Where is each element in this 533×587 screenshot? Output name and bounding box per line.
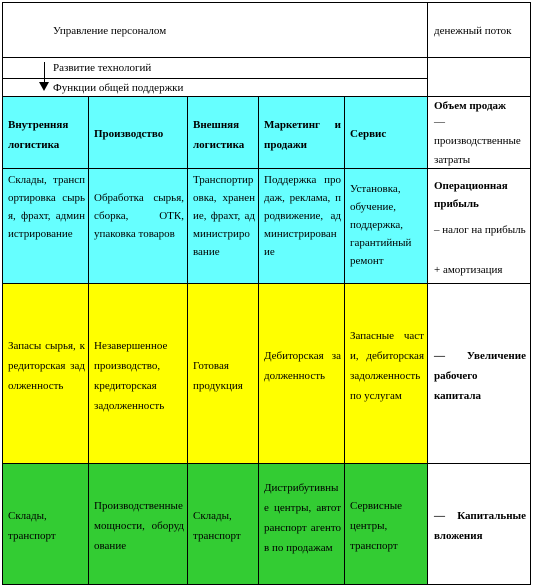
activity-text: Установка, обучение, поддержка, гарантийный ремонт <box>350 183 412 267</box>
operating-profit-cell <box>427 168 531 284</box>
capex-cell-inbound <box>2 463 89 585</box>
right-empty-cell <box>427 57 531 97</box>
activity-text: Склады, транспортировка сырья, фрахт, администрирование <box>8 174 85 240</box>
activity-cell-inbound <box>2 168 89 284</box>
col-header-label: Внешняя логистика <box>193 119 245 151</box>
hr-management-box <box>2 2 428 58</box>
tech-development-label: Развитие технологий <box>53 62 152 74</box>
col-header-production <box>88 96 188 169</box>
activity-text: Обработка сырья, сборка, ОТК, упаковка товаров <box>94 192 184 240</box>
activity-cell-production <box>88 168 188 284</box>
wc-increase-cell <box>427 283 531 464</box>
sales-volume-label: Объем продаж <box>434 100 506 112</box>
activity-cell-outbound <box>187 168 259 284</box>
wc-cell-inbound <box>2 283 89 464</box>
support-functions-box <box>2 78 428 97</box>
wc-text: Запасные части, дебиторская задолженность по услугам <box>350 330 424 402</box>
capex-text: Склады, транспорт <box>8 510 56 542</box>
tech-development-box <box>2 57 428 79</box>
hr-management-label: Управление персоналом <box>53 25 167 37</box>
wc-cell-service <box>344 283 428 464</box>
capex-cell-production <box>88 463 188 585</box>
amortization-label: + амортизация <box>434 264 503 276</box>
production-costs-label: — производственные затраты <box>434 116 521 166</box>
capex-cell-service <box>344 463 428 585</box>
wc-cell-production <box>88 283 188 464</box>
activity-cell-service <box>344 168 428 284</box>
down-arrow-icon <box>39 82 49 91</box>
support-functions-label: Функции общей поддержки <box>53 82 184 94</box>
col-header-label: Внутренняя логистика <box>8 119 69 151</box>
wc-text: Запасы сырья, кредиторская задолженность <box>8 340 85 392</box>
cash-flow-header <box>427 2 531 58</box>
wc-cell-outbound <box>187 283 259 464</box>
activity-cell-marketing <box>258 168 345 284</box>
down-arrow-shaft <box>44 62 45 84</box>
capex-cell-marketing <box>258 463 345 585</box>
capex-label: — Капитальные вложения <box>434 510 526 542</box>
income-tax-label: – налог на прибыль <box>434 224 526 236</box>
wc-text: Незавершенное производство, кредиторская задолженность <box>94 340 168 412</box>
capex-text: Склады, транспорт <box>193 510 241 542</box>
wc-text: Готовая продукция <box>193 360 243 392</box>
col-header-service <box>344 96 428 169</box>
wc-increase-label: — Увеличение рабочего капитала <box>434 350 526 402</box>
capex-text: Сервисные центры, транспорт <box>350 500 402 552</box>
capex-text: Производственные мощности, оборудование <box>94 500 184 552</box>
col-header-label: Сервис <box>350 128 387 140</box>
col-header-label: Маркетинг и продажи <box>264 119 341 151</box>
activity-text: Поддержка продаж, реклама, продвижение, администрирование <box>264 174 341 258</box>
capex-right-cell <box>427 463 531 585</box>
wc-text: Дебиторская задолженность <box>264 350 341 382</box>
col-header-inbound-logistics <box>2 96 89 169</box>
capex-text: Дистрибутивные центры, автотранспорт агентов по продажам <box>264 482 341 554</box>
activity-text: Транспортировка, хранение, фрахт, администрирование <box>193 174 255 258</box>
cash-flow-label: денежный поток <box>434 25 512 37</box>
col-header-label: Производство <box>94 128 164 140</box>
col-header-marketing <box>258 96 345 169</box>
sales-volume-cell <box>427 96 531 169</box>
operating-profit-label: Операционная прибыль <box>434 180 508 210</box>
wc-cell-marketing <box>258 283 345 464</box>
col-header-outbound-logistics <box>187 96 259 169</box>
capex-cell-outbound <box>187 463 259 585</box>
